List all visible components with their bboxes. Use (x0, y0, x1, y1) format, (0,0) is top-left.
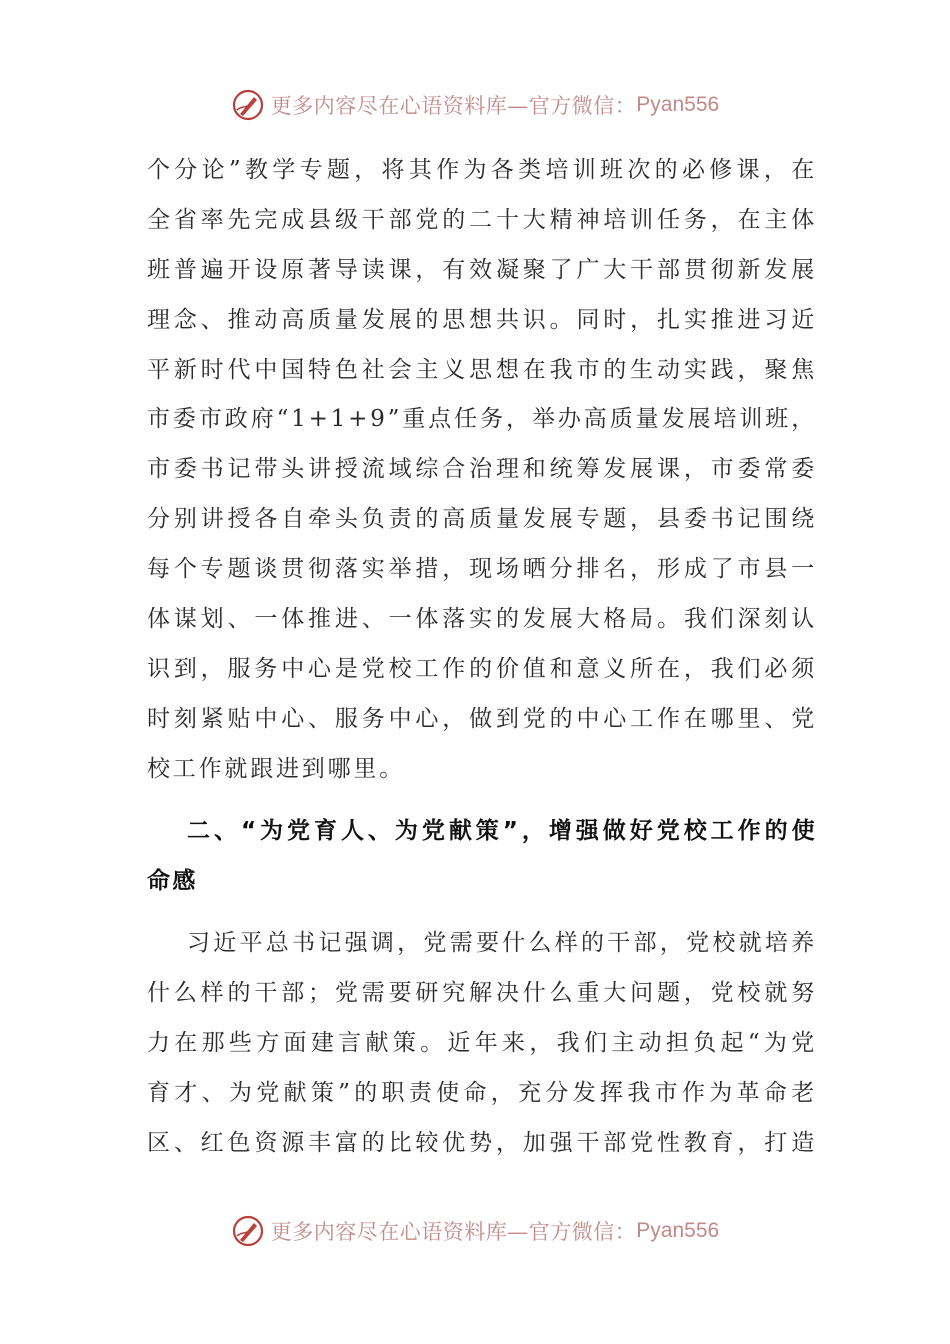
section-heading: 命感 (147, 868, 198, 894)
watermark-text: 更多内容尽在心语资料库—官方微信： (270, 94, 637, 118)
body-line: 习近平总书记强调，党需要什么样的干部，党校就培养 (187, 930, 817, 956)
body-line: 育才、为党献策”的职责使命，充分发挥我市作为革命老 (147, 1080, 817, 1106)
body-line: 每个专题谈贯彻落实举措，现场晒分排名，形成了市县一 (147, 556, 817, 582)
body-line: 市委书记带头讲授流域综合治理和统筹发展课，市委常委 (147, 456, 817, 482)
header-watermark (0, 83, 950, 127)
body-line: 区、红色资源丰富的比较优势，加强干部党性教育，打造 (147, 1130, 817, 1156)
body-line: 平新时代中国特色社会主义思想在我市的生动实践，聚焦 (147, 357, 817, 383)
pen-logo-icon (231, 88, 265, 122)
body-line: 全省率先完成县级干部党的二十大精神培训任务，在主体 (147, 207, 817, 233)
body-line: 什么样的干部；党需要研究解决什么重大问题，党校就努 (147, 980, 817, 1006)
body-line: 个分论”教学专题，将其作为各类培训班次的必修课，在 (147, 157, 817, 183)
body-line: 时刻紧贴中心、服务中心，做到党的中心工作在哪里、党 (147, 706, 817, 732)
body-line: 识到，服务中心是党校工作的价值和意义所在，我们必须 (147, 656, 817, 682)
body-line: 校工作就跟进到哪里。 (147, 756, 405, 782)
body-line: 班普遍开设原著导读课，有效凝聚了广大干部贯彻新发展 (147, 257, 817, 283)
watermark-handle: Pyan556 (636, 93, 720, 116)
watermark-handle: Pyan556 (636, 1219, 720, 1242)
body-line: 分别讲授各自牵头负责的高质量发展专题，县委书记围绕 (147, 506, 817, 532)
watermark-text: 更多内容尽在心语资料库—官方微信： (270, 1220, 637, 1244)
section-heading: 二、“为党育人、为党献策”，增强做好党校工作的使 (187, 818, 817, 844)
body-line: 理念、推动高质量发展的思想共识。同时，扎实推进习近 (147, 307, 817, 333)
footer-watermark (0, 1209, 950, 1253)
pen-logo-icon (231, 1214, 265, 1248)
body-line: 力在那些方面建言献策。近年来，我们主动担负起“为党 (147, 1030, 817, 1056)
body-line: 市委市政府“1+1+9”重点任务，举办高质量发展培训班， (147, 406, 817, 432)
body-line: 体谋划、一体推进、一体落实的发展大格局。我们深刻认 (147, 606, 817, 632)
